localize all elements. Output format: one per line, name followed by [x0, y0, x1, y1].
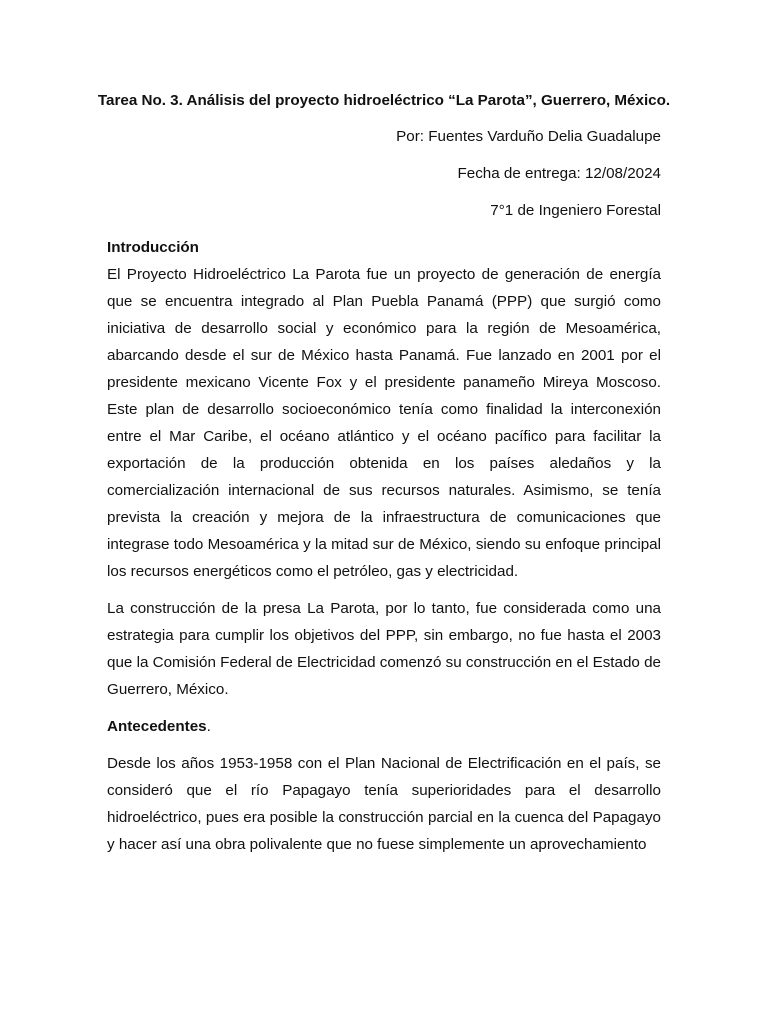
document-title: Tarea No. 3. Análisis del proyecto hidroeléctrico “La Parota”, Guerrero, México.	[97, 92, 671, 109]
author-line: Por: Fuentes Varduño Delia Guadalupe	[396, 128, 661, 145]
document-body	[97, 88, 671, 868]
antecedentes-heading	[107, 713, 661, 740]
antecedentes-heading-period: .	[206, 718, 211, 735]
date-line: Fecha de entrega: 12/08/2024	[457, 165, 661, 182]
intro-paragraph-2: La construcción de la presa La Parota, por lo tanto, fue considerada como una estrategia para cumplir los objetivos del PPP, sin embargo, no fue hasta el 2003 que la Comisión Federal de Electricidad comenzó su construcción en el Estado de Guerrero, México.	[107, 600, 661, 698]
intro-paragraph-1: El Proyecto Hidroeléctrico La Parota fue un proyecto de generación de energía que se encuentra integrado al Plan Puebla Panamá (PPP) que surgió como iniciativa de desarrollo social y económico para la región de Mesoamérica, abarcando desde el sur de México hasta Panamá. Fue lanzado en 2001 por el presidente mexicano Vicente Fox y el presidente panameño Mireya Moscoso. Este plan de desarrollo socioeconómico tenía como finalidad la interconexión entre el Mar Caribe, el océano atlántico y el océano pacífico para facilitar la exportación de la producción obtenida en los países aledaños y la comercialización internacional de sus recursos naturales. Asimismo, se tenía prevista la creación y mejora de la infraestructura de comunicaciones que integrase todo Mesoamérica y la mitad sur de México, siendo su enfoque principal los recursos energéticos como el petróleo, gas y electricidad.	[107, 266, 661, 580]
antecedentes-heading-text: Antecedentes	[107, 718, 207, 735]
intro-heading: Introducción	[107, 239, 199, 256]
antecedentes-paragraph-1: Desde los años 1953-1958 con el Plan Nacional de Electrificación en el país, se consideró que el río Papagayo tenía superioridades para el desarrollo hidroeléctrico, pues era posible la construcción parcial en la cuenca del Papagayo y hacer así una obra polivalente que no fuese simplemente un aprovechamiento	[107, 755, 661, 853]
group-line: 7°1 de Ingeniero Forestal	[490, 202, 661, 219]
